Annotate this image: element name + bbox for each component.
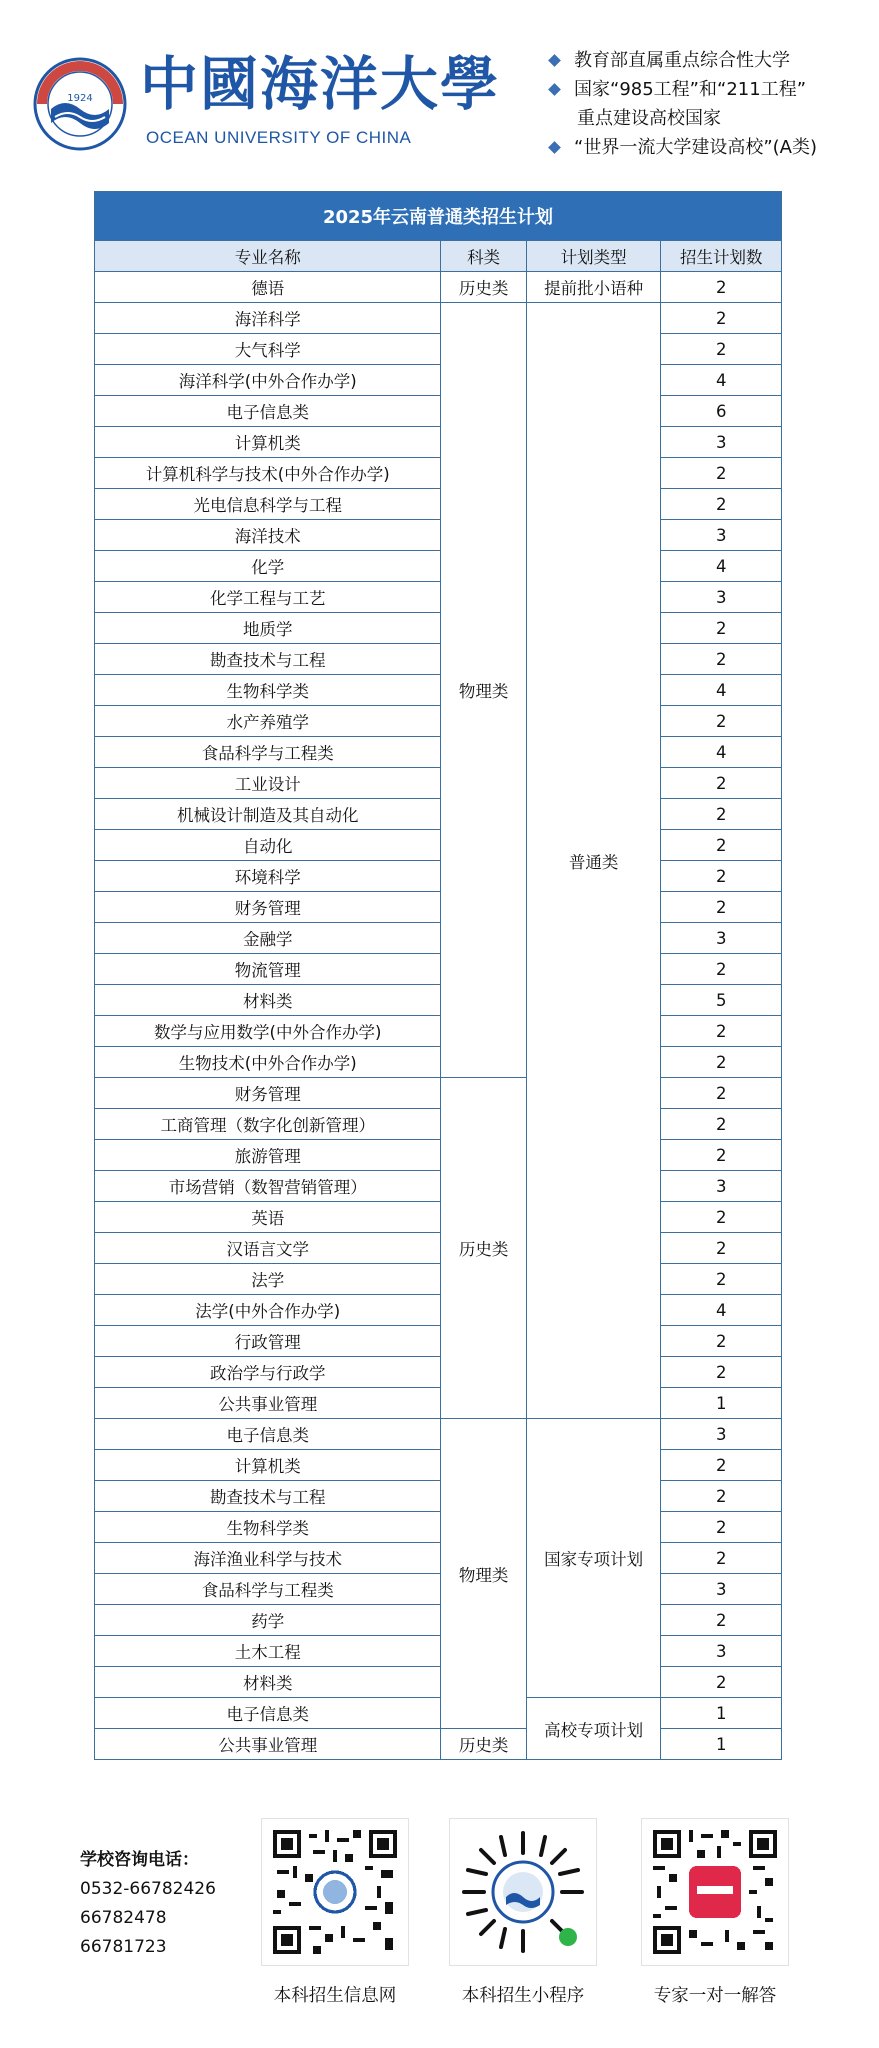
major-name-cell: 药学 <box>95 1605 441 1636</box>
quota-cell: 2 <box>661 613 782 644</box>
university-seal <box>33 57 127 151</box>
quota-cell: 3 <box>661 427 782 458</box>
table-row <box>95 1450 782 1481</box>
table-row <box>95 1698 782 1729</box>
quota-cell: 1 <box>661 1698 782 1729</box>
major-name-cell: 光电信息科学与工程 <box>95 489 441 520</box>
major-name-cell: 法学(中外合作办学) <box>95 1295 441 1326</box>
major-name-cell: 计算机科学与技术(中外合作办学) <box>95 458 441 489</box>
major-name-cell: 土木工程 <box>95 1636 441 1667</box>
major-name-cell: 海洋渔业科学与技术 <box>95 1543 441 1574</box>
major-name-cell: 材料类 <box>95 1667 441 1698</box>
table-row <box>95 1388 782 1419</box>
quota-cell: 2 <box>661 1140 782 1171</box>
major-name-cell: 政治学与行政学 <box>95 1357 441 1388</box>
quota-cell: 2 <box>661 1450 782 1481</box>
quota-cell: 4 <box>661 551 782 582</box>
table-row <box>95 1481 782 1512</box>
university-name-cn: 中國海洋大學 <box>140 50 501 118</box>
highlight-item: 教育部直属重点综合性大学 <box>547 46 877 75</box>
phone-number[interactable]: 66781723 <box>80 1937 167 1957</box>
diamond-bullet-icon <box>548 141 561 154</box>
table-row <box>95 613 782 644</box>
qr-code-icon[interactable] <box>261 1818 409 1966</box>
table-body <box>95 272 782 1760</box>
major-name-cell: 公共事业管理 <box>95 1729 441 1760</box>
table-row <box>95 1605 782 1636</box>
subject-category-cell: 历史类 <box>441 1078 526 1419</box>
quota-cell: 3 <box>661 1636 782 1667</box>
major-name-cell: 地质学 <box>95 613 441 644</box>
major-name-cell: 水产养殖学 <box>95 706 441 737</box>
table-row <box>95 520 782 551</box>
table-row <box>95 582 782 613</box>
major-name-cell: 机械设计制造及其自动化 <box>95 799 441 830</box>
major-name-cell: 旅游管理 <box>95 1140 441 1171</box>
quota-cell: 1 <box>661 1388 782 1419</box>
quota-cell: 2 <box>661 1078 782 1109</box>
major-name-cell: 电子信息类 <box>95 1698 441 1729</box>
quota-cell: 2 <box>661 830 782 861</box>
quota-cell: 2 <box>661 1326 782 1357</box>
qr-caption: 本科招生信息网 <box>273 1986 397 2006</box>
subject-category-cell: 历史类 <box>441 1729 526 1760</box>
table-row <box>95 985 782 1016</box>
admission-plan-table <box>94 191 782 1760</box>
highlights-list <box>547 46 877 162</box>
table-row <box>95 1016 782 1047</box>
table-row <box>95 923 782 954</box>
quota-cell: 2 <box>661 1016 782 1047</box>
subject-category-cell: 物理类 <box>441 1419 526 1729</box>
quota-cell: 2 <box>661 1264 782 1295</box>
qr-code-icon[interactable] <box>641 1818 789 1966</box>
university-name-en: OCEAN UNIVERSITY OF CHINA <box>146 128 412 147</box>
major-name-cell: 生物科学类 <box>95 675 441 706</box>
phone-number[interactable]: 66782478 <box>80 1908 167 1928</box>
quota-cell: 2 <box>661 489 782 520</box>
table-row <box>95 737 782 768</box>
quota-cell: 4 <box>661 365 782 396</box>
major-name-cell: 生物技术(中外合作办学) <box>95 1047 441 1078</box>
table-row <box>95 1047 782 1078</box>
major-name-cell: 环境科学 <box>95 861 441 892</box>
table-row <box>95 644 782 675</box>
contact-title: 学校咨询电话： <box>80 1850 199 1870</box>
quota-cell: 2 <box>661 1605 782 1636</box>
table-row <box>95 334 782 365</box>
major-name-cell: 勘查技术与工程 <box>95 1481 441 1512</box>
table-row <box>95 830 782 861</box>
table-row <box>95 892 782 923</box>
qr-admission-website <box>240 1818 430 2007</box>
table-row <box>95 1171 782 1202</box>
quota-cell: 2 <box>661 644 782 675</box>
table-row <box>95 768 782 799</box>
qr-caption: 专家一对一解答 <box>653 1986 777 2006</box>
major-name-cell: 海洋技术 <box>95 520 441 551</box>
major-name-cell: 食品科学与工程类 <box>95 1574 441 1605</box>
quota-cell: 2 <box>661 1357 782 1388</box>
table-row <box>95 1233 782 1264</box>
quota-cell: 4 <box>661 1295 782 1326</box>
table-row <box>95 1729 782 1760</box>
table-row <box>95 272 782 303</box>
major-name-cell: 财务管理 <box>95 1078 441 1109</box>
major-name-cell: 勘查技术与工程 <box>95 644 441 675</box>
qr-expert-consultation <box>620 1818 810 2007</box>
subject-category-cell: 物理类 <box>441 303 526 1078</box>
highlight-item: 国家“985工程”和“211工程” <box>547 75 877 104</box>
quota-cell: 2 <box>661 768 782 799</box>
quota-cell: 3 <box>661 1419 782 1450</box>
major-name-cell: 食品科学与工程类 <box>95 737 441 768</box>
major-name-cell: 工业设计 <box>95 768 441 799</box>
table-row <box>95 1357 782 1388</box>
quota-cell: 2 <box>661 1481 782 1512</box>
table-row <box>95 1109 782 1140</box>
quota-cell: 3 <box>661 1171 782 1202</box>
column-header-major: 专业名称 <box>95 241 441 272</box>
table-row <box>95 489 782 520</box>
table-row <box>95 1264 782 1295</box>
quota-cell: 2 <box>661 1667 782 1698</box>
major-name-cell: 市场营销（数智营销管理） <box>95 1171 441 1202</box>
table-row <box>95 1512 782 1543</box>
quota-cell: 2 <box>661 954 782 985</box>
table-row <box>95 458 782 489</box>
contact-info <box>80 1846 216 1962</box>
quota-cell: 1 <box>661 1729 782 1760</box>
table-row <box>95 396 782 427</box>
quota-cell: 2 <box>661 706 782 737</box>
table-row <box>95 675 782 706</box>
major-name-cell: 行政管理 <box>95 1326 441 1357</box>
plan-type-cell: 高校专项计划 <box>526 1698 661 1760</box>
quota-cell: 2 <box>661 1512 782 1543</box>
major-name-cell: 物流管理 <box>95 954 441 985</box>
quota-cell: 3 <box>661 1574 782 1605</box>
quota-cell: 2 <box>661 1202 782 1233</box>
major-name-cell: 电子信息类 <box>95 396 441 427</box>
major-name-cell: 公共事业管理 <box>95 1388 441 1419</box>
table-row <box>95 427 782 458</box>
quota-cell: 2 <box>661 334 782 365</box>
table-row <box>95 1295 782 1326</box>
major-name-cell: 工商管理（数字化创新管理） <box>95 1109 441 1140</box>
column-header-quota: 招生计划数 <box>661 241 782 272</box>
major-name-cell: 自动化 <box>95 830 441 861</box>
column-header-plan-type: 计划类型 <box>526 241 661 272</box>
table-row <box>95 365 782 396</box>
quota-cell: 3 <box>661 923 782 954</box>
table-row <box>95 706 782 737</box>
qr-caption: 本科招生小程序 <box>461 1986 585 2006</box>
quota-cell: 3 <box>661 582 782 613</box>
column-header-subject: 科类 <box>441 241 526 272</box>
major-name-cell: 生物科学类 <box>95 1512 441 1543</box>
table-row <box>95 1636 782 1667</box>
major-name-cell: 大气科学 <box>95 334 441 365</box>
table-title: 2025年云南普通类招生计划 <box>95 192 782 241</box>
quota-cell: 2 <box>661 1543 782 1574</box>
table-row <box>95 1140 782 1171</box>
quota-cell: 2 <box>661 799 782 830</box>
plan-type-cell: 普通类 <box>526 303 661 1419</box>
major-name-cell: 财务管理 <box>95 892 441 923</box>
table-row <box>95 1574 782 1605</box>
table-row <box>95 1667 782 1698</box>
quota-cell: 2 <box>661 272 782 303</box>
diamond-bullet-icon <box>548 54 561 67</box>
table-row <box>95 1543 782 1574</box>
quota-cell: 2 <box>661 892 782 923</box>
quota-cell: 2 <box>661 303 782 334</box>
major-name-cell: 计算机类 <box>95 1450 441 1481</box>
major-name-cell: 英语 <box>95 1202 441 1233</box>
table-row <box>95 303 782 334</box>
quota-cell: 4 <box>661 675 782 706</box>
major-name-cell: 汉语言文学 <box>95 1233 441 1264</box>
seal-year: 1924 <box>67 93 93 104</box>
major-name-cell: 海洋科学(中外合作办学) <box>95 365 441 396</box>
diamond-bullet-icon <box>548 83 561 96</box>
table-row <box>95 551 782 582</box>
qr-admission-miniprogram <box>428 1818 618 2007</box>
quota-cell: 2 <box>661 1109 782 1140</box>
quota-cell: 2 <box>661 861 782 892</box>
major-name-cell: 海洋科学 <box>95 303 441 334</box>
major-name-cell: 化学工程与工艺 <box>95 582 441 613</box>
quota-cell: 5 <box>661 985 782 1016</box>
table-row <box>95 1326 782 1357</box>
mini-program-code-icon[interactable] <box>449 1818 597 1966</box>
major-name-cell: 化学 <box>95 551 441 582</box>
major-name-cell: 材料类 <box>95 985 441 1016</box>
plan-type-cell: 国家专项计划 <box>526 1419 661 1698</box>
table-row <box>95 1419 782 1450</box>
major-name-cell: 计算机类 <box>95 427 441 458</box>
quota-cell: 2 <box>661 1047 782 1078</box>
table-row <box>95 861 782 892</box>
quota-cell: 2 <box>661 1233 782 1264</box>
quota-cell: 3 <box>661 520 782 551</box>
table-row <box>95 1078 782 1109</box>
table-row <box>95 799 782 830</box>
plan-type-cell: 提前批小语种 <box>526 272 661 303</box>
major-name-cell: 德语 <box>95 272 441 303</box>
highlight-item: “世界一流大学建设高校”(A类) <box>547 133 877 162</box>
table-row <box>95 954 782 985</box>
quota-cell: 2 <box>661 458 782 489</box>
table-row <box>95 1202 782 1233</box>
phone-number[interactable]: 0532-66782426 <box>80 1879 216 1899</box>
subject-category-cell: 历史类 <box>441 272 526 303</box>
major-name-cell: 数学与应用数学(中外合作办学) <box>95 1016 441 1047</box>
major-name-cell: 金融学 <box>95 923 441 954</box>
quota-cell: 4 <box>661 737 782 768</box>
highlight-item-continued: 重点建设高校国家 <box>577 108 721 129</box>
quota-cell: 6 <box>661 396 782 427</box>
major-name-cell: 电子信息类 <box>95 1419 441 1450</box>
major-name-cell: 法学 <box>95 1264 441 1295</box>
